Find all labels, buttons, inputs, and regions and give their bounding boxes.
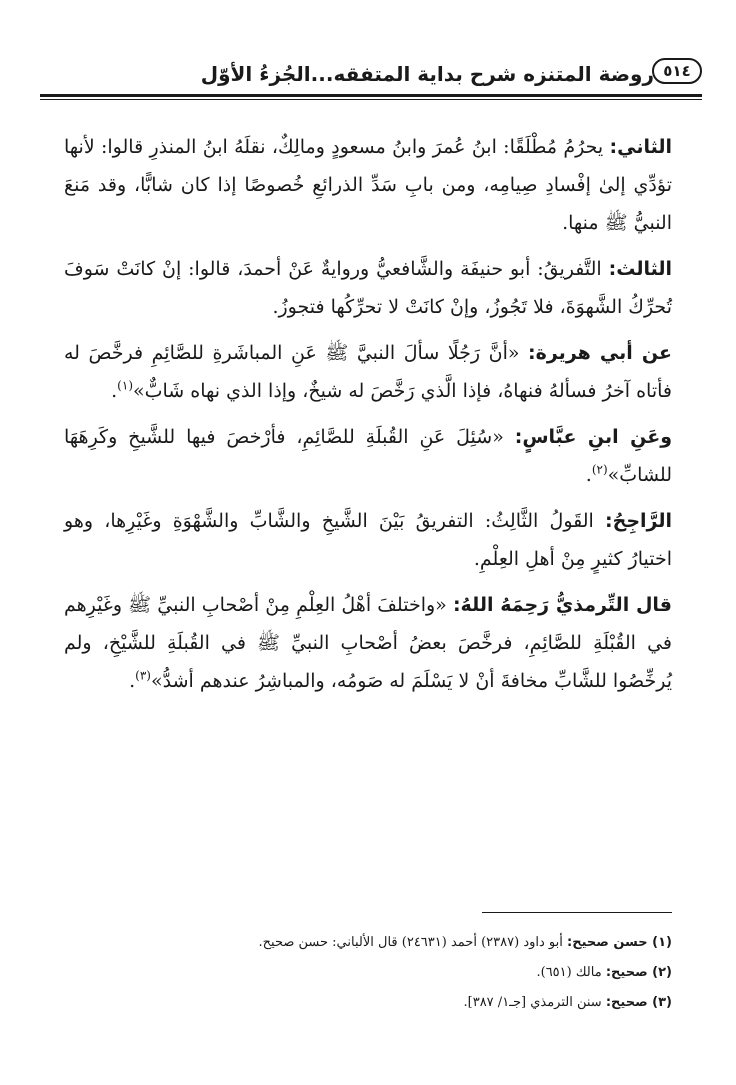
footnote-3 bbox=[64, 988, 672, 1018]
paragraph-text: القَولُ الثَّالِثُ: التفريقُ بَيْنَ الشَّيخِ والشَّابِّ والشَّهْوَةِ وغَيْرِها، وهو اختيارُ كثيرٍ مِنْ أهلِ العِلْمِ. bbox=[64, 510, 672, 570]
page-number-badge: ٥١٤ bbox=[652, 58, 702, 84]
paragraph-abu-hurayra: عن أبي هريرة: «أنَّ رَجُلًا سألَ النبيَّ ﷺ عَنِ المباشَرةِ للصَّائِمِ فرخَّصَ له فأتاه آخرُ فسألهُ فنهاهُ، فإذا الَّذي رَخَّصَ له شيخٌ، وإذا الذي نهاه شَابٌّ»$^{(١)}$. bbox=[64, 342, 673, 402]
paragraph-text: «واختلفَ أهْلُ العِلْمِ مِنْ أصْحابِ النبيِّ ﷺ وغَيْرِهم في القُبْلَةِ للصَّائِمِ، فرخَّصَ بعضُ أصْحابِ النبيِّ ﷺ في القُبلَةِ للشَّيْخِ، ولم يُرخِّصُوا للشَّابِّ مخافةَ أنْ لا يَسْلَمَ له صَومُه، والمباشِرُ عندهم أشدُّ» bbox=[64, 594, 672, 692]
paragraph-ibn-abbas: وعَنِ ابنِ عبَّاسٍ: «سُئِلَ عَنِ القُبلَةِ للصَّائِمِ، فأرْخصَ فيها للشَّيخِ وكَرِهَهَا للشابِّ»$^{(٢)}$. bbox=[64, 426, 673, 486]
paragraph-text: يحرُمُ مُطْلَقًا: ابنُ عُمرَ وابنُ مسعودٍ ومالِكٌ، نقلَهُ ابنُ المنذرِ قالوا: لأنها تؤدِّي إلىٰ إفْسادِ صِيامِه، ومن بابِ سَدِّ الذرائعِ خُصوصًا إذا كان شابًّا، وقد مَنعَ النبيُّ ﷺ منها. bbox=[64, 136, 672, 234]
footnote-ref[interactable]: (١) bbox=[117, 378, 133, 393]
running-header bbox=[40, 58, 702, 98]
footnote-separator bbox=[482, 912, 672, 913]
footnote-grade: (٣) صحيح: bbox=[605, 995, 672, 1010]
paragraph-lead: الثاني: bbox=[609, 136, 672, 158]
paragraph-text: «سُئِلَ عَنِ القُبلَةِ للصَّائِمِ، فأرْخصَ فيها للشَّيخِ وكَرِهَهَا للشابِّ» bbox=[64, 426, 672, 486]
footnote-text: سنن الترمذي [جـ١/ ٣٨٧]. bbox=[463, 995, 606, 1010]
paragraph-lead: عن أبي هريرة: bbox=[528, 342, 673, 364]
footnote-text: مالك (٦٥١). bbox=[536, 965, 606, 980]
paragraph-lead: وعَنِ ابنِ عبَّاسٍ: bbox=[514, 426, 673, 448]
footnotes bbox=[64, 928, 672, 1018]
footnote-grade: (١) حسن صحيح: bbox=[567, 935, 672, 950]
paragraph-lead: قال التِّرمذيُّ رَحِمَهُ اللهُ: bbox=[452, 594, 673, 616]
paragraph-lead: الثالث: bbox=[608, 258, 672, 280]
footnote-grade: (٢) صحيح: bbox=[605, 965, 672, 980]
footnote-ref[interactable]: (٢) bbox=[591, 462, 608, 477]
paragraph-third-opinion bbox=[64, 250, 672, 326]
footnote-text: أبو داود (٢٣٨٧) أحمد (٢٤٦٣١) قال الألباني: حسن صحيح. bbox=[258, 935, 567, 950]
book-title: روضة المتنزه شرح بداية المتفقه...الجُزءُ الأوّل bbox=[200, 62, 654, 86]
footnote-1 bbox=[64, 928, 672, 958]
paragraph-second-opinion bbox=[64, 128, 672, 242]
paragraph-preponderant bbox=[64, 502, 672, 578]
paragraph-text: التَّفريقُ: أبو حنيفَة والشَّافعيُّ وروايةٌ عَنْ أحمدَ، قالوا: إنْ كانَتْ سَوفَ تُحرِّكُ الشَّهوَةَ، فلا تَجُوزُ، وإنْ كانَتْ لا تحرِّكُها فتجوزُ. bbox=[64, 258, 672, 318]
header-rule-thin bbox=[40, 99, 702, 100]
footnote-2 bbox=[64, 958, 672, 988]
paragraph-tirmidhi: قال التِّرمذيُّ رَحِمَهُ اللهُ: «واختلفَ أهْلُ العِلْمِ مِنْ أصْحابِ النبيِّ ﷺ وغَيْرِهم في القُبْلَةِ للصَّائِمِ، فرخَّصَ بعضُ أصْحابِ النبيِّ ﷺ في القُبلَةِ للشَّيْخِ، ولم يُرخِّصُوا للشَّابِّ مخافةَ أنْ لا يَسْلَمَ له صَومُه، والمباشِرُ عندهم أشدُّ»$^{(٣)}$. bbox=[64, 594, 673, 692]
header-rule bbox=[40, 94, 702, 97]
footnote-ref[interactable]: (٣) bbox=[135, 668, 151, 683]
paragraph-lead: الرَّاجِحُ: bbox=[605, 510, 672, 532]
main-text bbox=[64, 128, 672, 708]
paragraph-text: «أنَّ رَجُلًا سألَ النبيَّ ﷺ عَنِ المباشَرةِ للصَّائِمِ فرخَّصَ له فأتاه آخرُ فسألهُ فنهاهُ، فإذا الَّذي رَخَّصَ له شيخٌ، وإذا الذي نهاه شَابٌّ» bbox=[64, 342, 672, 402]
